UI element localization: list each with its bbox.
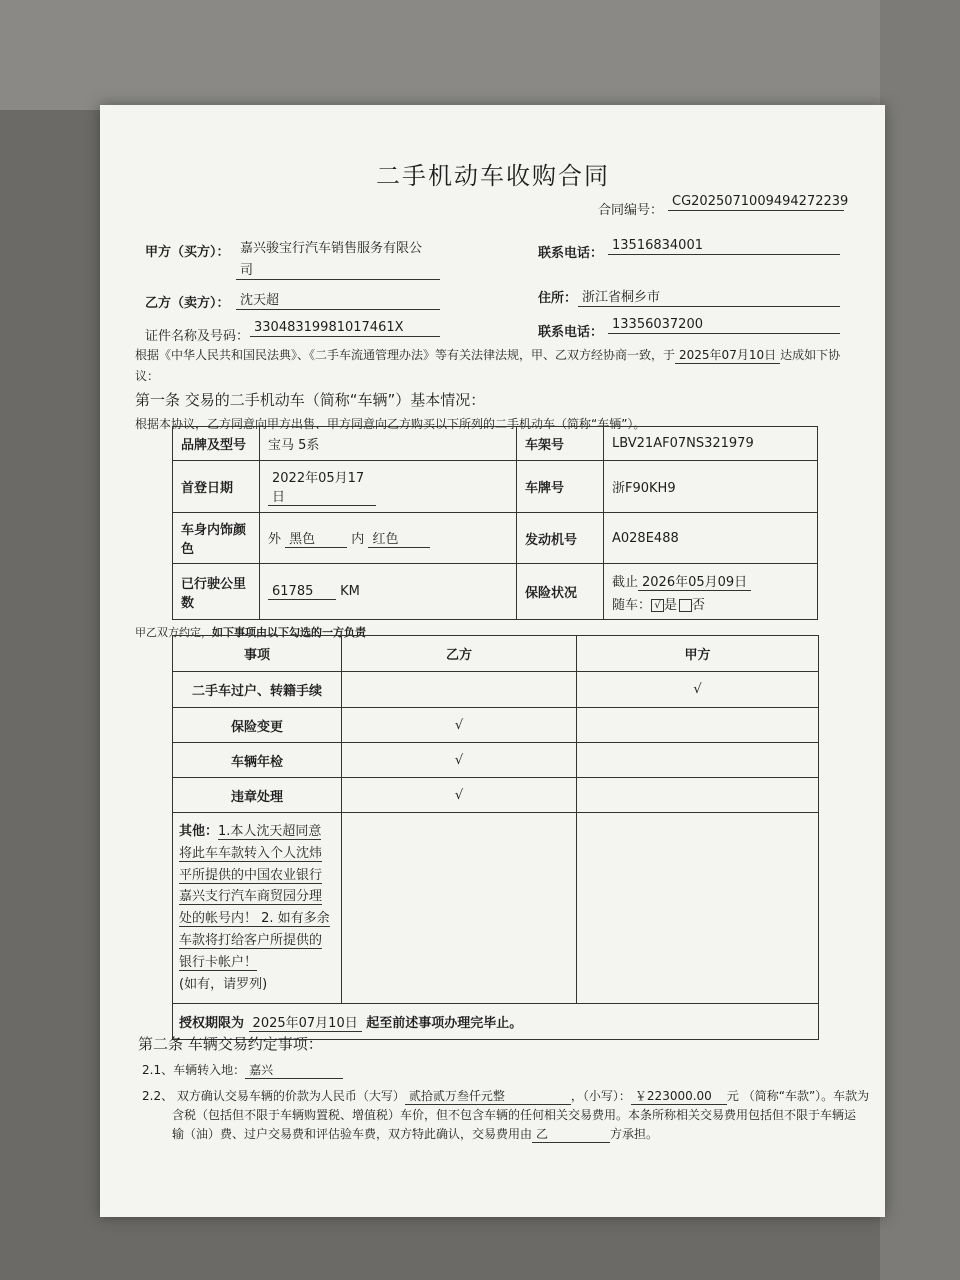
other-line-6: 车款将打给客户所提供的 [179,932,323,948]
s22-line2: 含税（包括但不限于车辆购置税、增值税）车价，但不包含车辆的任何相关交易费用。本条所称相关交易费用包括但不限于车辆运 [172,1108,857,1122]
s22-line3 [172,1125,658,1143]
other-terms-cell [173,813,342,1004]
duty-row [173,672,819,708]
duty-b-mark[interactable]: √ [342,743,577,778]
document-title: 二手机动车收购合同 [376,162,610,190]
s21-row [142,1061,343,1079]
other-b-cell [342,813,577,1004]
exterior-prefix: 外 [268,532,282,547]
col-party-b-header: 乙方 [342,636,577,672]
reg-date-label: 首登日期 [173,461,260,513]
interior-prefix: 内 [351,532,365,547]
other-line-8: (如有，请罗列) [179,976,268,992]
intro-text-1: 根据《中华人民共和国民法典》、《二手车流通管理办法》等有关法律法规，甲、乙双方经协商一致，于 [135,348,676,362]
s21-value: 嘉兴 [245,1061,343,1079]
mileage-label [173,564,260,620]
contract-no-label: 合同编号： [598,203,664,218]
other-line-1: 1.本人沈天超同意 [218,824,322,839]
vehicle-info-table [172,426,818,620]
party-a-label: 甲方（买方）： [145,245,230,260]
mileage-label-2: 数 [181,595,195,611]
vin-value: LBV21AF07NS321979 [604,427,818,461]
with-car-label: 随车： [612,597,652,613]
color-label [173,513,260,564]
other-line-4: 嘉兴支行汽车商贸园分理 [179,889,323,905]
duty-a-mark[interactable]: √ [577,672,819,708]
vin-label: 车架号 [517,427,604,461]
s22-text-b: ，（小写）： [570,1089,631,1103]
mileage-cell [260,564,517,620]
yes-label: 是 [664,597,678,613]
background-right [880,0,960,1280]
duty-name: 二手车过户、转籍手续 [173,672,342,708]
intro-text-3: 议： [135,369,160,383]
party-b-phone-label: 联系电话： [538,325,604,340]
background-top [0,0,960,110]
duty-a-mark[interactable] [577,778,819,813]
other-a-cell [577,813,819,1004]
s21-label: 2.1、车辆转入地： [142,1063,246,1077]
auth-date: 2025年07月10日 [249,1012,362,1032]
engine-value: A028E488 [604,513,818,564]
col-party-a-header: 甲方 [577,636,819,672]
other-terms-text [179,821,335,995]
party-b-address-label: 住所： [538,291,578,306]
party-b-id: 330483199810174​61X [250,320,440,337]
price-upper: 贰拾贰万叁仟元整 [405,1087,571,1105]
duty-name: 车辆年检 [173,743,342,778]
mileage-label-1: 已行驶公里 [181,576,247,592]
duty-a-mark[interactable] [577,708,819,743]
insurance-date: 2026年05月09日 [638,571,751,591]
article1-desc: 根据本协议，乙方同意向甲方出售、甲方同意向乙方购买以下所列的二手机动车（简称“车辆”）。 [135,417,646,431]
brand-label: 品牌及型号 [173,427,260,461]
duty-name: 保险变更 [173,708,342,743]
duty-row [173,708,819,743]
duties-intro-a: 甲乙双方约定， [135,626,212,639]
party-b-label: 乙方（卖方）： [145,296,230,311]
no-checkbox[interactable] [679,599,692,612]
party-a-name-line2: 司 [236,259,440,280]
color-cell [260,513,517,564]
other-line-7: 银行卡帐户！ [179,954,258,970]
insurance-cell [604,564,818,620]
agreement-date: 2025年07月10日 [675,346,780,364]
contract-no: CG2025071009494272239 [668,194,844,211]
duty-row [173,778,819,813]
exterior-color: 黑色 [285,528,347,548]
s22-text-a: 2.2、 双方确认交易车辆的价款为人民币（大写） [142,1089,405,1103]
reg-date-cell [260,461,517,513]
party-b-id-label: 证件名称及号码： [145,329,250,344]
intro-text-2: 达成如下协 [780,348,841,362]
party-b-phone: 13356037200 [608,317,840,334]
col-item-header: 事项 [173,636,342,672]
contract-paper [100,105,885,1217]
mileage-value: 61785 [268,584,336,600]
duties-intro-b: 如下事项由以下勾选的一方负责 [212,626,366,639]
duty-b-mark[interactable]: √ [342,778,577,813]
other-line-5: 处的帐号内！ 2. 如有多余 [179,911,330,927]
other-label: 其他： [179,824,219,839]
party-a-phone-label: 联系电话： [538,246,604,261]
duty-name: 违章处理 [173,778,342,813]
party-a-name-line1: 嘉兴骏宝行汽车销售服务有限公 [240,241,423,256]
duty-a-mark[interactable] [577,743,819,778]
s22-row [142,1087,869,1105]
party-a-phone: 13516834001 [608,238,840,255]
duties-table [172,635,819,1040]
reg-date-value: 2022年05月17日 [268,467,376,506]
plate-value: 浙F90KH9 [604,461,818,513]
brand-value: 宝马 5系 [260,427,517,461]
price-lower: ￥223000.00 [631,1087,727,1105]
duty-b-mark[interactable] [342,672,577,708]
yes-checkbox[interactable]: √ [651,599,664,612]
insurance-label: 保险状况 [517,564,604,620]
mileage-unit: KM [340,583,360,599]
intro-text [135,346,840,364]
article2-heading: 第二条 车辆交易约定事项： [138,1035,323,1053]
other-line-2: 将此车车款转入个人沈炜 [179,845,323,861]
auth-suffix: 起至前述事项办理完毕止。 [366,1015,523,1031]
s22-line3-a: 输（油）费、过户交易费和评估验车费，双方特此确认，交易费用由 [172,1127,533,1141]
party-b-address: 浙江省桐乡市 [578,286,840,307]
color-label-2: 色 [181,542,195,557]
s22-line3-b: 方承担。 [610,1127,659,1141]
no-label: 否 [692,597,706,613]
duty-b-mark[interactable]: √ [342,708,577,743]
article1-heading: 第一条 交易的二手机动车（简称“车辆”）基本情况： [135,391,486,409]
s22-text-c: 元 （简称“车款”）。车款为 [726,1089,870,1103]
plate-label: 车牌号 [517,461,604,513]
other-line-3: 平所提供的中国农业银行 [179,867,323,883]
insurance-prefix: 截止 [612,574,639,590]
fee-party: 乙 [532,1125,610,1143]
party-b-name: 沈天超 [236,289,440,310]
auth-label: 授权期限为 [179,1015,245,1031]
duty-row [173,743,819,778]
engine-label: 发动机号 [517,513,604,564]
interior-color: 红色 [368,528,430,548]
color-label-1: 车身内饰颜 [181,523,247,538]
